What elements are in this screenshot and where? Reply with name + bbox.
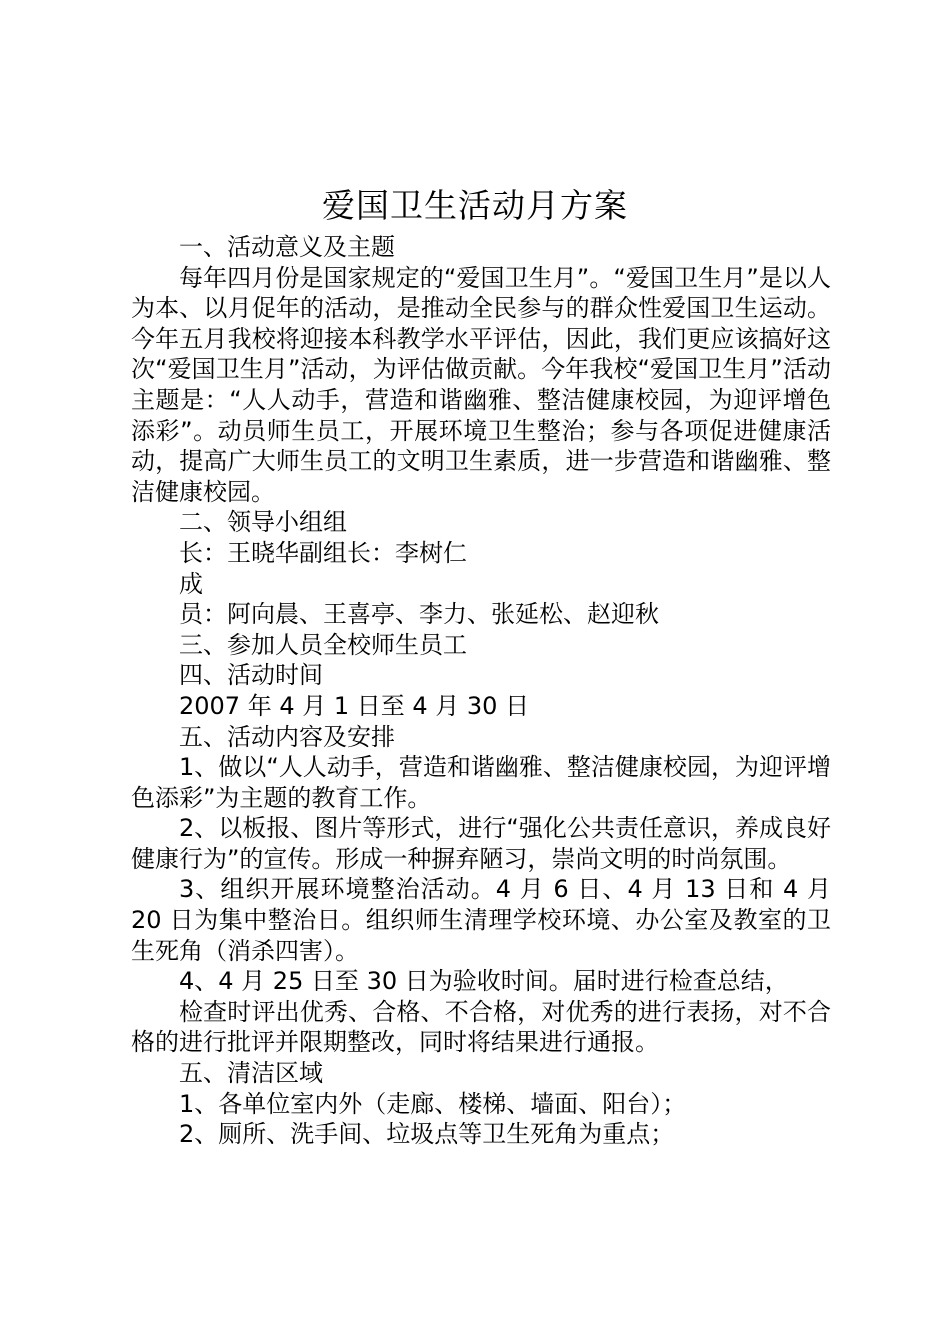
section-heading-3: 三、参加人员全校师生员工	[179, 630, 467, 659]
section-heading-5: 五、活动内容及安排	[179, 722, 395, 751]
section-heading-6: 五、清洁区域	[179, 1059, 323, 1088]
paragraph-theme: 每年四月份是国家规定的“爱国卫生月”。“爱国卫生月”是以人为本、以月促年的活动，是推动全民参与的群众性爱国卫生运动。今年五月我校将迎接本科教学水平评估，因此，我们更应该搞好这次“爱国卫生月”活动，为评估做贡献。今年我校“爱国卫生月”活动主题是：“人人动手，营造和谐幽雅、整洁健康校园，为迎评增色添彩”。动员师生员工，开展环境卫生整治；参与各项促进健康活动，提高广大师生员工的文明卫生素质，进一步营造和谐幽雅、整洁健康校园。	[131, 263, 831, 506]
list-item: 4、4 月 25 日至 30 日为验收时间。届时进行检查总结，	[179, 967, 789, 996]
members-label: 成	[179, 569, 203, 598]
section-heading-2: 二、领导小组组	[179, 508, 347, 537]
leaders-line: 长：王晓华副组长：李树仁	[179, 538, 467, 567]
list-item: 1、各单位室内外（走廊、楼梯、墙面、阳台）；	[179, 1089, 687, 1118]
list-item-continuation: 检查时评出优秀、合格、不合格，对优秀的进行表扬，对不合格的进行批评并限期整改，同时将结果进行通报。	[131, 997, 831, 1057]
list-item: 2、厕所、洗手间、垃圾点等卫生死角为重点；	[179, 1120, 675, 1149]
section-heading-4: 四、活动时间	[179, 661, 323, 690]
document-title: 爱国卫生活动月方案	[322, 186, 628, 225]
document-body	[131, 232, 831, 1150]
list-item: 1、做以“人人动手，营造和谐幽雅、整洁健康校园，为迎评增色添彩”为主题的教育工作。	[131, 753, 831, 812]
members-line: 员：阿向晨、王喜亭、李力、张延松、赵迎秋	[179, 600, 659, 629]
list-item: 2、以板报、图片等形式，进行“强化公共责任意识，养成良好健康行为”的宣传。形成一种摒弃陋习，崇尚文明的时尚氛围。	[131, 814, 831, 873]
activity-dates: 2007 年 4 月 1 日至 4 月 30 日	[179, 691, 530, 720]
list-item: 3、组织开展环境整治活动。4 月 6 日、4 月 13 日和 4 月 20 日为集中整治日。组织师生清理学校环境、办公室及教室的卫生死角（消杀四害）。	[131, 875, 831, 965]
section-heading-1: 一、活动意义及主题	[179, 233, 395, 261]
